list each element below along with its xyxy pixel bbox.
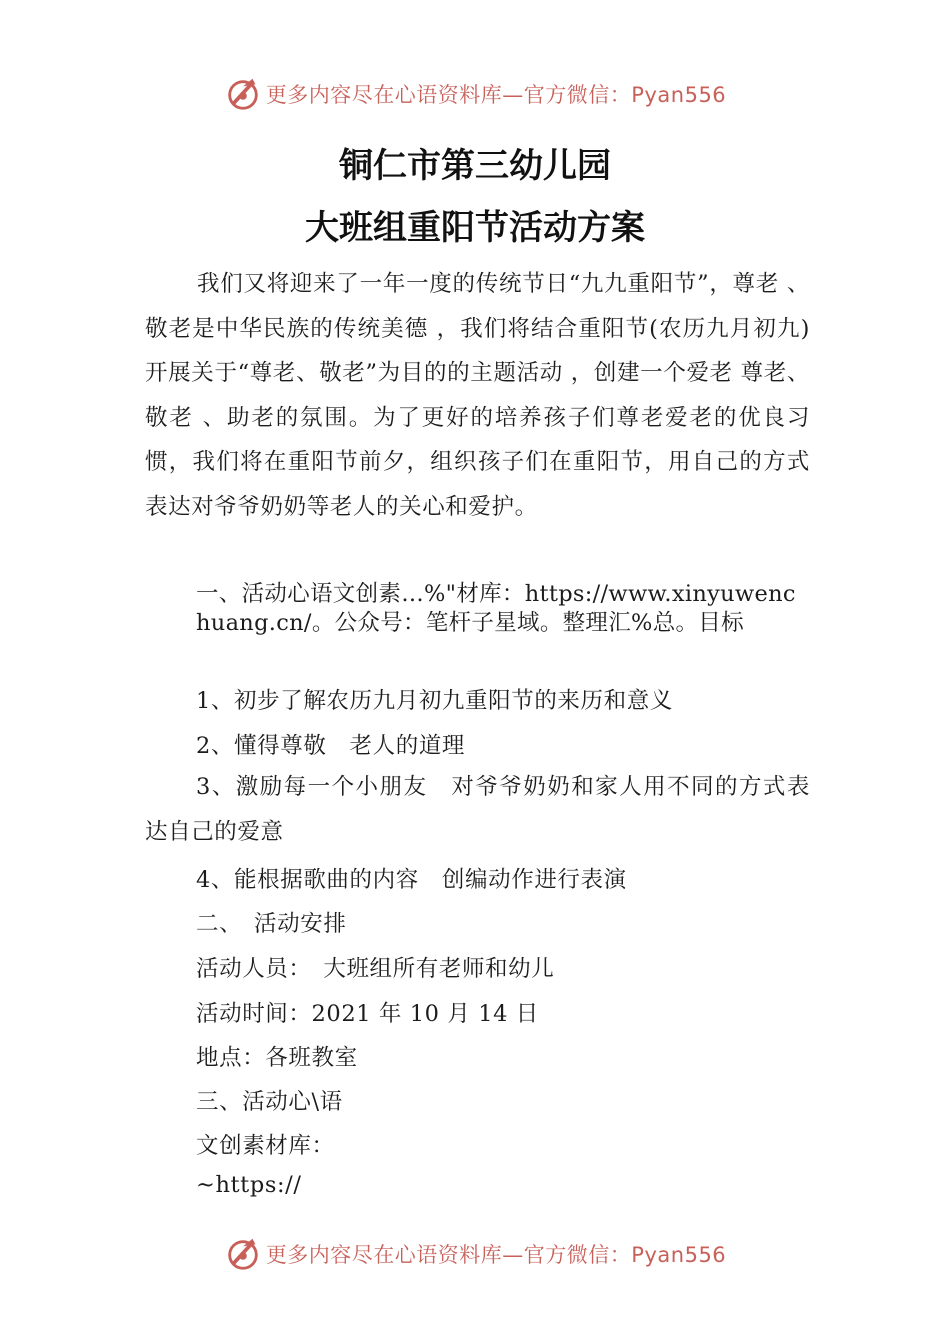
goal-item-4: 4、能根据歌曲的内容 创编动作进行表演 [196, 867, 627, 893]
watermark-text: 更多内容尽在心语资料库—官方微信：Pyan556 [265, 83, 727, 107]
goal-item-3: 3、激励每一个小朋友 对爷爷奶奶和家人用不同的方式表达自己的爱意 [145, 774, 810, 845]
watermark-text: 更多内容尽在心语资料库—官方微信：Pyan556 [265, 1243, 727, 1267]
text-fragment-2: ~https:// [196, 1172, 302, 1198]
brand-logo-icon [224, 75, 262, 113]
section2-heading: 二、 活动安排 [196, 911, 347, 937]
brand-logo-icon [224, 1235, 262, 1273]
watermark-banner-top [0, 72, 950, 116]
document-title-school: 铜仁市第三幼儿园 [339, 146, 611, 186]
watermark-banner-bottom [0, 1232, 950, 1276]
activity-place: 地点：各班教室 [196, 1045, 358, 1071]
goal-item-1: 1、初步了解农历九月初九重阳节的来历和意义 [196, 688, 673, 714]
section3-heading: 三、活动心\语 [196, 1089, 343, 1115]
document-title-plan: 大班组重阳节活动方案 [305, 208, 645, 248]
goal-item-2: 2、懂得尊敬 老人的道理 [196, 733, 466, 759]
activity-participants: 活动人员： 大班组所有老师和幼儿 [196, 956, 555, 982]
section1-heading: 一、活动心语文创素…%"材库：https://www.xinyuwenchuang.cn/。公众号：笔杆子星域。整理汇%总。目标 [196, 581, 796, 636]
intro-paragraph: 我们又将迎来了一年一度的传统节日“九九重阳节”，尊老 、敬老是中华民族的传统美德 ，我们将结合重阳节(农历九月初九)开展关于“尊老、敬老”为目的的主题活动 ，创建一个爱老 尊老、敬老 、助老的氛围。为了更好的培养孩子们尊老爱老的优良习惯，我们将在重阳节前夕，组织孩子们在重阳节，用自己的方式表达对爷爷奶奶等老人的关心和爱护。 [145, 271, 810, 520]
text-fragment-1: 文创素材库： [196, 1133, 335, 1159]
activity-time: 活动时间：2021 年 10 月 14 日 [196, 1001, 539, 1027]
